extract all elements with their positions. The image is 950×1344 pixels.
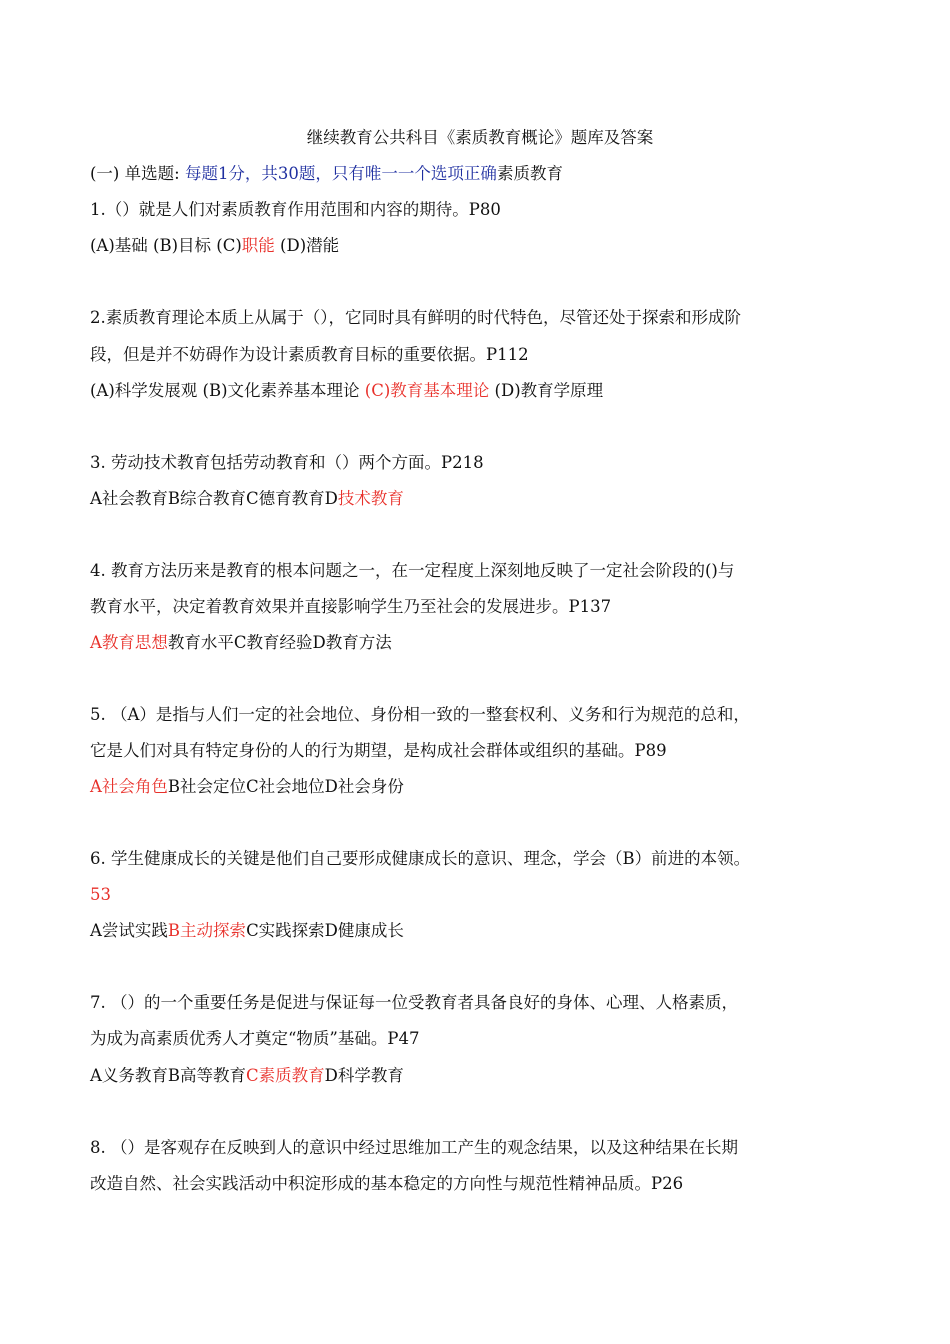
question-4-stem-line2: 教育水平，决定着教育效果并直接影响学生乃至社会的发展进步。P137 [90,597,612,616]
question-6-stem-line1: 6. 学生健康成长的关键是他们自己要形成健康成长的意识、理念，学会（B）前进的本领。 [90,849,751,868]
answer-highlight: (C)教育基本理论 [364,381,490,400]
section-prefix: (一) 单选题: [90,164,180,183]
options-text: (D)教育学原理 [489,381,604,400]
question-6-stem-line2: 53 [90,885,111,904]
question-7-stem-line2: 为成为高素质优秀人才奠定“物质”基础。P47 [90,1029,420,1048]
question-2-stem-line2: 段，但是并不妨碍作为设计素质教育目标的重要依据。P112 [90,345,529,364]
document-title: 继续教育公共科目《素质教育概论》题库及答案 [306,128,654,147]
section-suffix: 素质教育 [496,164,563,183]
question-1-options [90,228,339,264]
question-6-options [90,913,404,949]
question-4-options [90,625,392,661]
options-text: (A)基础 (B)目标 (C) [90,236,242,255]
question-1-stem: 1.（）就是人们对素质教育作用范围和内容的期待。P80 [90,200,501,219]
question-5-options [90,769,404,805]
options-text: (D)潜能 [274,236,340,255]
options-text: A尝试实践 [90,921,168,940]
options-text: 教育水平C教育经验D教育方法 [167,633,392,652]
section-heading [90,156,563,192]
question-5-stem-line2: 它是人们对具有特定身份的人的行为期望，是构成社会群体或组织的基础。P89 [90,741,667,760]
question-5-stem-line1: 5. （A）是指与人们一定的社会地位、身份相一致的一整套权利、义务和行为规范的总和， [90,705,750,724]
section-note: 每题1分，共30题，只有唯一一个选项正确 [184,164,497,183]
question-7-stem-line1: 7. （）的一个重要任务是促进与保证每一位受教育者具备良好的身体、心理、人格素质， [90,993,738,1012]
options-text: (A)科学发展观 (B)文化素养基本理论 [90,381,365,400]
answer-highlight: 技术教育 [337,489,404,508]
question-2-options [90,373,603,409]
options-text: C实践探索D健康成长 [246,921,404,940]
question-2-stem-line1: 2.素质教育理论本质上从属于（），它同时具有鲜明的时代特色，尽管还处于探索和形成阶 [90,308,741,327]
question-3-options [90,481,404,517]
question-3-stem: 3. 劳动技术教育包括劳动教育和（）两个方面。P218 [90,453,484,472]
answer-highlight: A社会角色 [90,777,168,796]
options-text: D科学教育 [324,1066,404,1085]
answer-highlight: 职能 [241,236,275,255]
options-text: A社会教育B综合教育C德育教育D [90,489,338,508]
question-8-stem-line1: 8. （）是客观存在反映到人的意识中经过思维加工产生的观念结果，以及这种结果在长期 [90,1138,738,1157]
question-4-stem-line1: 4. 教育方法历来是教育的根本问题之一，在一定程度上深刻地反映了一定社会阶段的()与 [90,561,735,580]
options-text: A义务教育B高等教育 [90,1066,247,1085]
question-8-stem-line2: 改造自然、社会实践活动中积淀形成的基本稳定的方向性与规范性精神品质。P26 [90,1174,684,1193]
answer-highlight: A教育思想 [90,633,168,652]
answer-highlight: C素质教育 [246,1066,325,1085]
answer-highlight: B主动探索 [167,921,247,940]
question-7-options [90,1058,404,1094]
options-text: B社会定位C社会地位D社会身份 [167,777,404,796]
